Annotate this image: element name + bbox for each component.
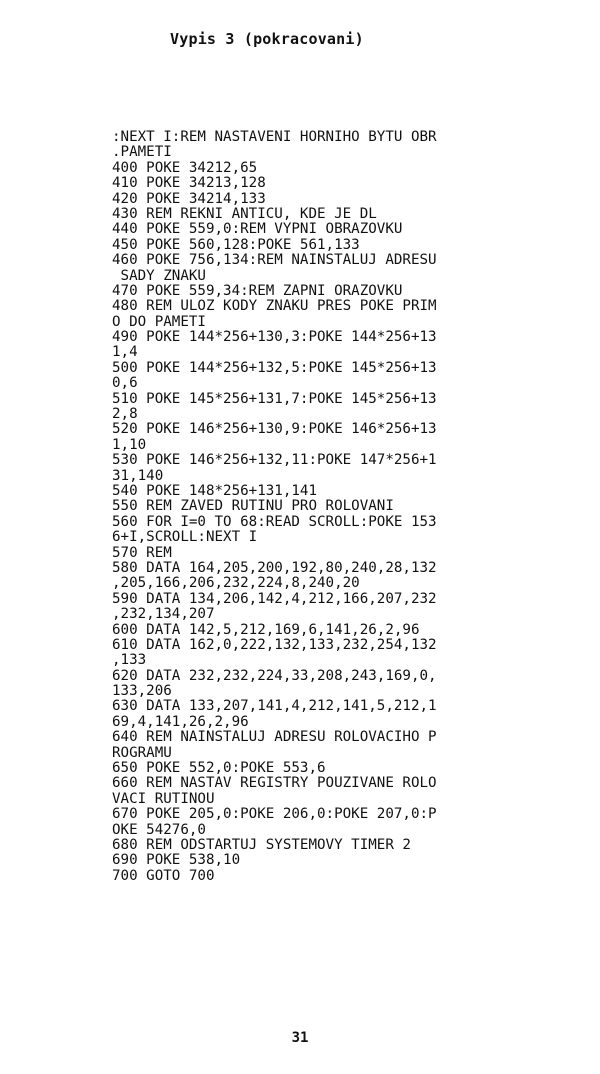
code-line: ,205,166,206,232,224,8,240,20 xyxy=(112,575,360,592)
code-line: 540 POKE 148*256+131,141 xyxy=(112,482,317,499)
code-line: 560 FOR I=0 TO 68:READ SCROLL:POKE 153 xyxy=(112,513,437,530)
code-line: 650 POKE 552,0:POKE 553,6 xyxy=(112,760,326,777)
listing-heading: Vypis 3 (pokracovani) xyxy=(170,30,364,48)
code-line: 420 POKE 34214,133 xyxy=(112,190,266,207)
code-line: 630 DATA 133,207,141,4,212,141,5,212,1 xyxy=(112,698,437,715)
code-line: OKE 54276,0 xyxy=(112,821,206,838)
code-line: 133,206 xyxy=(112,683,172,700)
code-line: 480 REM ULOZ KODY ZNAKU PRES POKE PRIM xyxy=(112,298,437,315)
code-line: ROGRAMU xyxy=(112,744,172,761)
code-line: 460 POKE 756,134:REM NAINSTALUJ ADRESU xyxy=(112,252,437,269)
code-line: 670 POKE 205,0:POKE 206,0:POKE 207,0:P xyxy=(112,806,437,823)
basic-listing xyxy=(112,130,437,884)
code-line: 700 GOTO 700 xyxy=(112,867,215,884)
code-line: 500 POKE 144*256+132,5:POKE 145*256+13 xyxy=(112,359,437,376)
code-line: 1,10 xyxy=(112,436,147,453)
code-line: ,133 xyxy=(112,652,147,669)
code-line: 690 POKE 538,10 xyxy=(112,852,241,869)
page-number: 31 xyxy=(291,1030,309,1046)
code-line: 69,4,141,26,2,96 xyxy=(112,713,249,730)
code-line: 470 POKE 559,34:REM ZAPNI ORAZOVKU xyxy=(112,282,403,299)
code-line: 450 POKE 560,128:POKE 561,133 xyxy=(112,236,360,253)
code-line: 6+I,SCROLL:NEXT I xyxy=(112,529,258,546)
code-line: 640 REM NAINSTALUJ ADRESU ROLOVACIHO P xyxy=(112,729,437,746)
code-line: 2,8 xyxy=(112,406,138,423)
code-line: 590 DATA 134,206,142,4,212,166,207,232 xyxy=(112,590,437,607)
code-line: 410 POKE 34213,128 xyxy=(112,175,266,192)
code-line: 510 POKE 145*256+131,7:POKE 145*256+13 xyxy=(112,390,437,407)
code-line: 1,4 xyxy=(112,344,138,361)
code-line: O DO PAMETI xyxy=(112,313,206,330)
code-line: 610 DATA 162,0,222,132,133,232,254,132 xyxy=(112,636,437,653)
code-line: SADY ZNAKU xyxy=(112,267,206,284)
code-line: .PAMETI xyxy=(112,144,172,161)
code-line: 530 POKE 146*256+132,11:POKE 147*256+1 xyxy=(112,452,437,469)
code-line: 620 DATA 232,232,224,33,208,243,169,0, xyxy=(112,667,437,684)
code-line: ,232,134,207 xyxy=(112,606,215,623)
code-line: 550 REM ZAVED RUTINU PRO ROLOVANI xyxy=(112,498,394,515)
code-line: 31,140 xyxy=(112,467,164,484)
code-line: 580 DATA 164,205,200,192,80,240,28,132 xyxy=(112,559,437,576)
code-line: 490 POKE 144*256+130,3:POKE 144*256+13 xyxy=(112,329,437,346)
code-line: 660 REM NASTAV REGISTRY POUZIVANE ROLO xyxy=(112,775,437,792)
code-line: 400 POKE 34212,65 xyxy=(112,159,258,176)
code-line: 600 DATA 142,5,212,169,6,141,26,2,96 xyxy=(112,621,420,638)
code-line: 430 REM REKNI ANTICU, KDE JE DL xyxy=(112,205,377,222)
code-line: :NEXT I:REM NASTAVENI HORNIHO BYTU OBR xyxy=(112,129,437,145)
code-line: 440 POKE 559,0:REM VYPNI OBRAZOVKU xyxy=(112,221,403,238)
code-line: VACI RUTINOU xyxy=(112,790,215,807)
code-line: 520 POKE 146*256+130,9:POKE 146*256+13 xyxy=(112,421,437,438)
code-line: 0,6 xyxy=(112,375,138,392)
code-line: 570 REM xyxy=(112,544,172,561)
code-line: 680 REM ODSTARTUJ SYSTEMOVY TIMER 2 xyxy=(112,836,411,853)
